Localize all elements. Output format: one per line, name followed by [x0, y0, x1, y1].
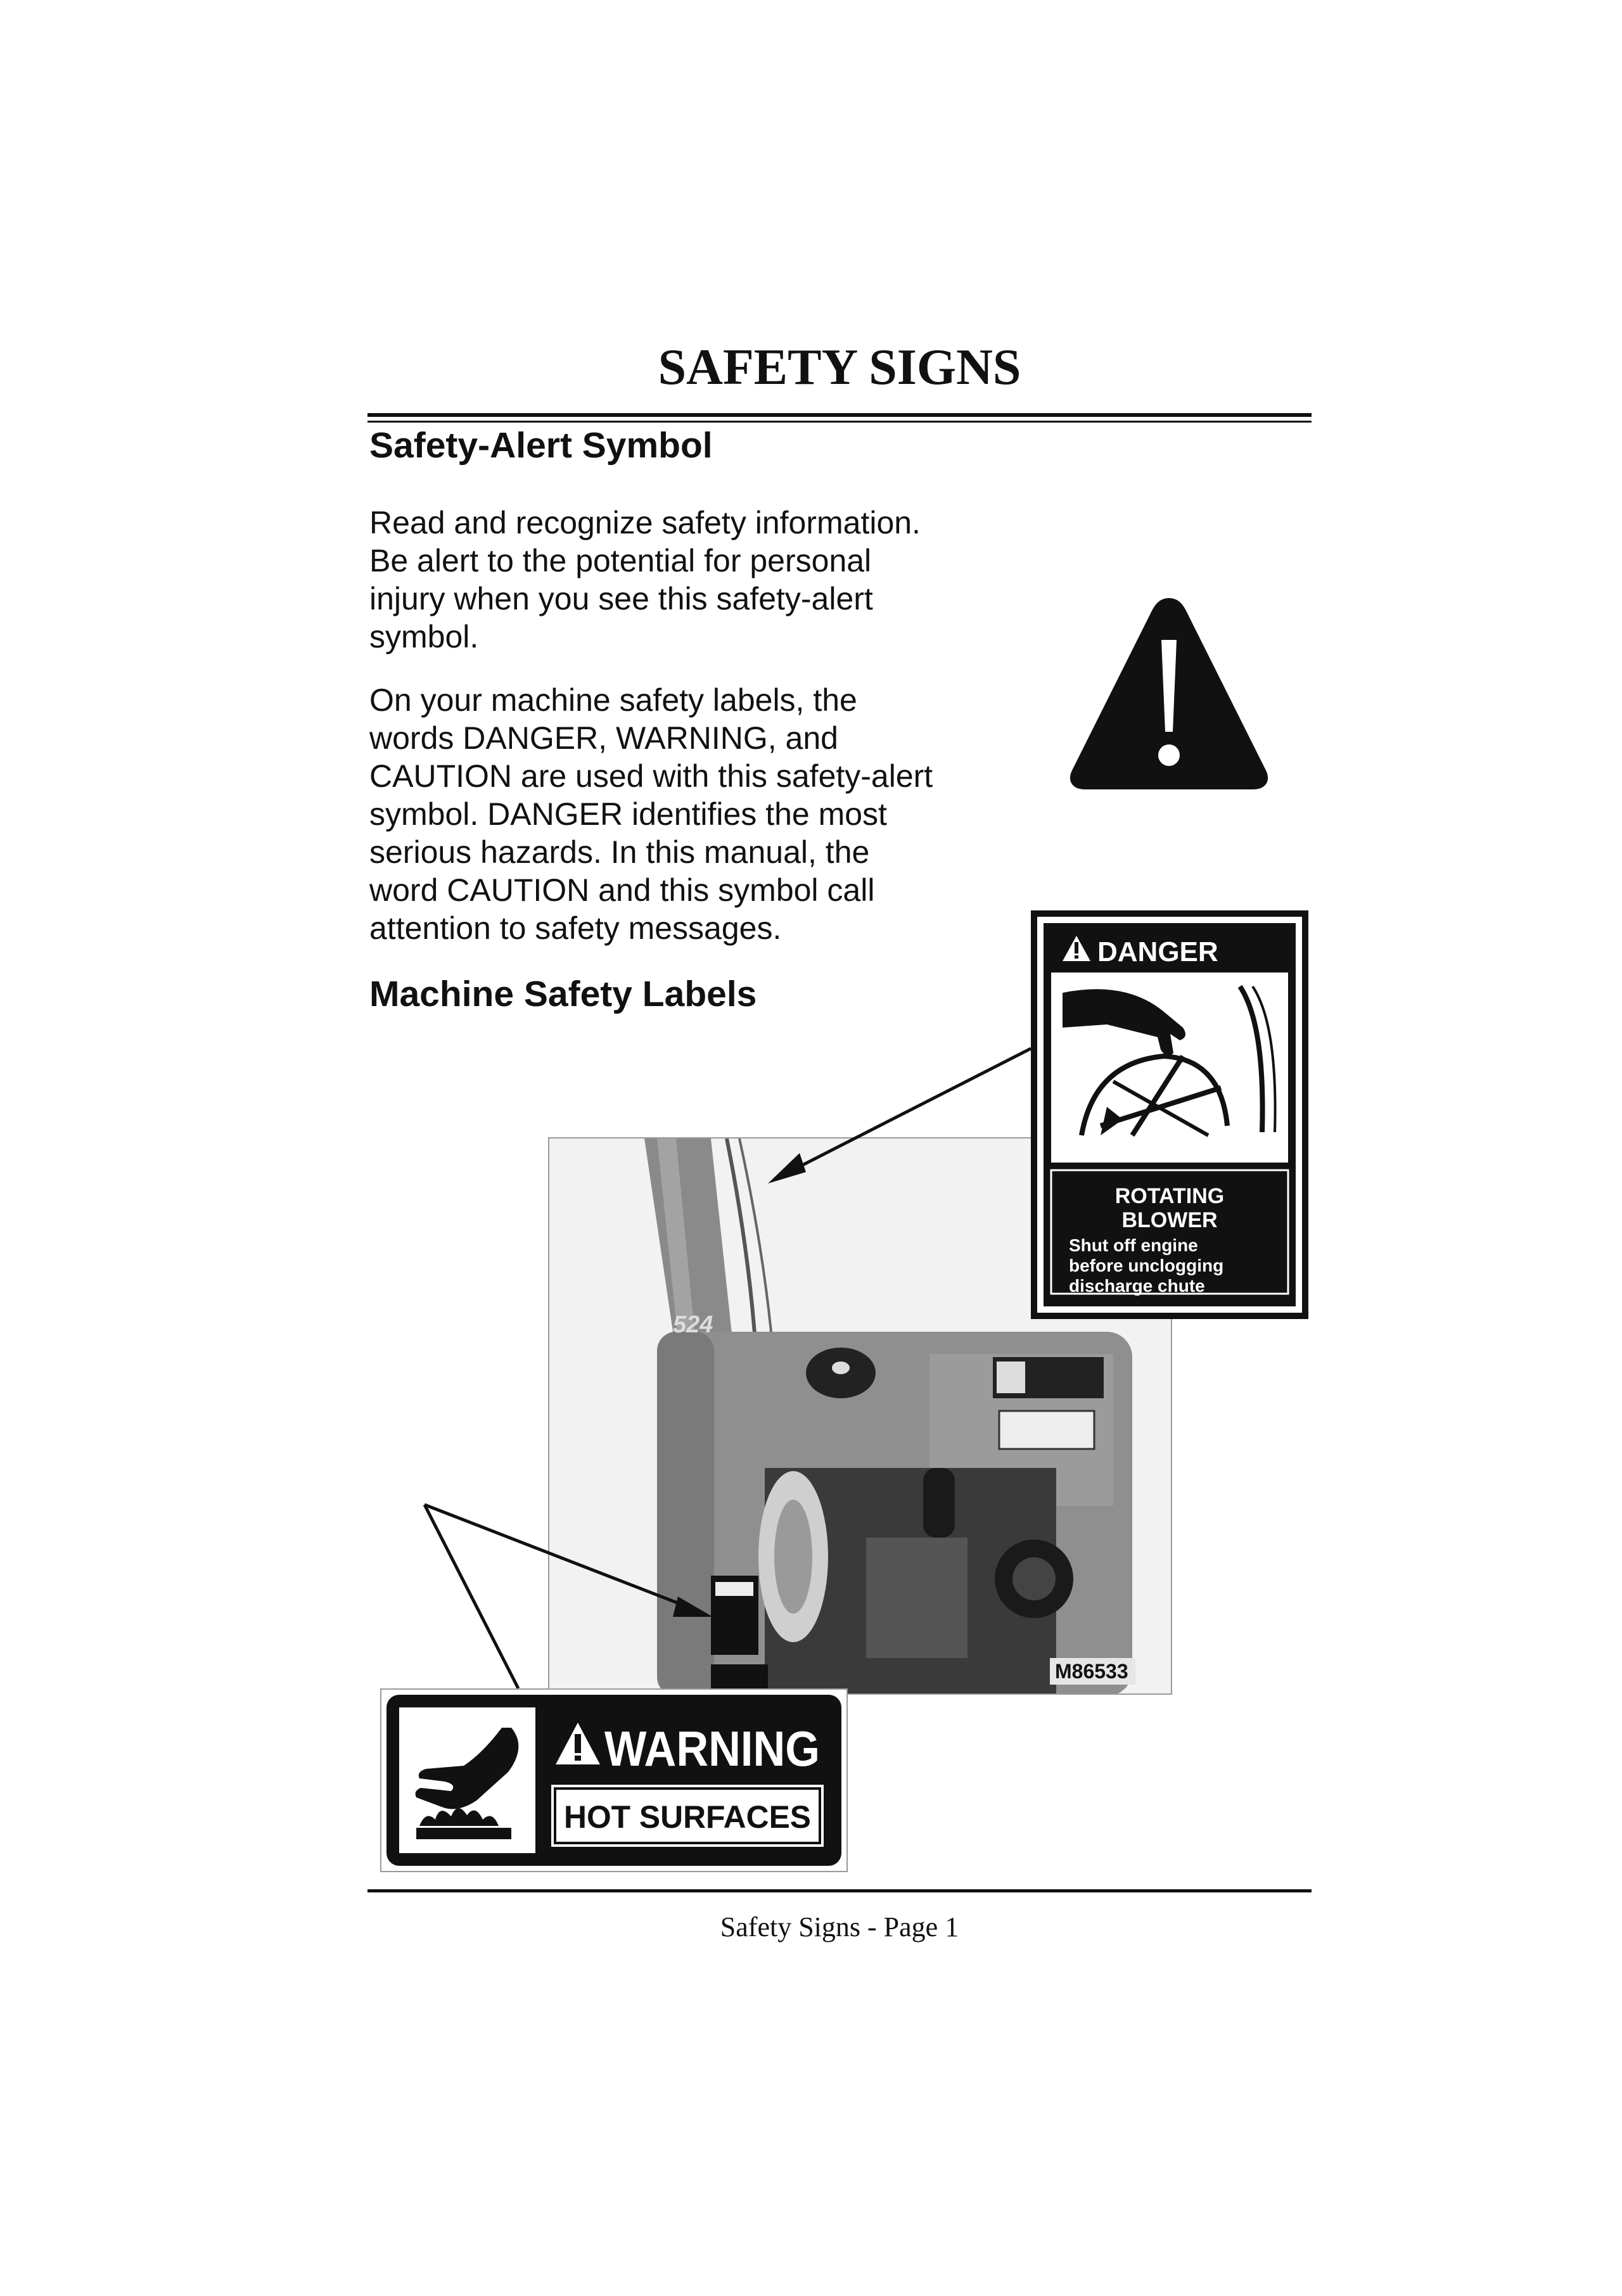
paragraph-line: injury when you see this safety-alert — [369, 581, 873, 616]
danger-hazard-line: ROTATING — [1114, 1184, 1225, 1208]
model-mark: 524 — [673, 1311, 713, 1338]
footer-rule — [367, 1889, 1312, 1892]
figure-id: M86533 — [1055, 1660, 1128, 1683]
danger-instruction-line: discharge chute — [1069, 1276, 1205, 1296]
warning-callout-line-b — [425, 1505, 518, 1688]
paragraph-line: symbol. — [369, 619, 479, 654]
paragraph-line: attention to safety messages. — [369, 910, 782, 946]
warning-signal-word: WARNING — [604, 1721, 820, 1776]
paragraph-line: On your machine safety labels, the — [369, 682, 857, 718]
warning-label — [380, 1688, 848, 1872]
danger-callout-line — [782, 1049, 1031, 1175]
paragraph-line: serious hazards. In this manual, the — [369, 834, 870, 870]
warning-arrowhead — [673, 1597, 713, 1617]
section-heading-machine-labels: Machine Safety Labels — [369, 974, 757, 1014]
paragraph-line: Read and recognize safety information. — [369, 505, 921, 540]
paragraph-line: symbol. DANGER identifies the most — [369, 796, 887, 832]
section-heading-safety-alert: Safety-Alert Symbol — [369, 425, 713, 466]
paragraph-line: word CAUTION and this symbol call — [369, 872, 875, 908]
paragraph-line: CAUTION are used with this safety-alert — [369, 758, 933, 794]
paragraph-line: Be alert to the potential for personal — [369, 543, 872, 578]
paragraph-line: words DANGER, WARNING, and — [369, 720, 838, 756]
warning-callout-line-a — [425, 1505, 694, 1609]
danger-hazard-line: BLOWER — [1121, 1208, 1218, 1232]
danger-instruction-line: Shut off engine — [1069, 1235, 1198, 1255]
page-title: SAFETY SIGNS — [658, 340, 1021, 395]
danger-arrowhead — [768, 1153, 806, 1183]
page-footer: Safety Signs - Page 1 — [720, 1911, 959, 1942]
danger-label — [1031, 910, 1308, 1319]
danger-signal-word: DANGER — [1097, 936, 1218, 967]
warning-hazard-text: HOT SURFACES — [564, 1799, 811, 1835]
danger-instruction-line: before unclogging — [1069, 1256, 1224, 1275]
